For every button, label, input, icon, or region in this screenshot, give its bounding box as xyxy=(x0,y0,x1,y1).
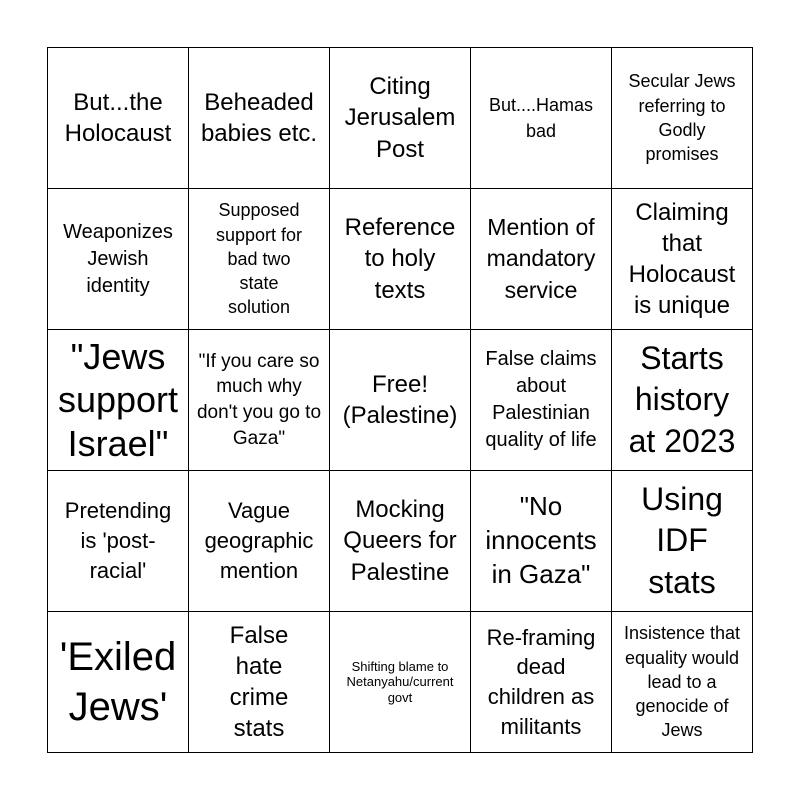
bingo-cell-r1c5[interactable] xyxy=(612,48,753,189)
bingo-board xyxy=(47,47,753,753)
bingo-cell-text: Citing Jerusalem Post xyxy=(344,73,456,163)
bingo-cell-text: Beheaded babies etc. xyxy=(200,88,318,147)
bingo-cell-r5c2[interactable] xyxy=(189,612,330,753)
bingo-cell-r4c3[interactable] xyxy=(330,471,471,612)
bingo-cell-r5c1[interactable] xyxy=(48,612,189,753)
bingo-cell-r3c5[interactable] xyxy=(612,330,753,471)
bingo-cell-text: But...the Holocaust xyxy=(64,88,172,147)
bingo-cell-text: "Jews support Israel" xyxy=(57,336,179,464)
bingo-cell-r4c2[interactable] xyxy=(189,471,330,612)
bingo-cell-r3c1[interactable] xyxy=(48,330,189,471)
bingo-cell-r4c5[interactable] xyxy=(612,471,753,612)
bingo-cell-text: Supposed support for bad two state solution xyxy=(215,200,303,318)
bingo-cell-r5c4[interactable] xyxy=(471,612,612,753)
bingo-cell-r1c4[interactable] xyxy=(471,48,612,189)
bingo-cell-text: Insistence that equality would lead to a genocide of Jews xyxy=(623,623,741,741)
bingo-cell-text: False hate crime stats xyxy=(229,621,289,743)
bingo-cell-text: Vague geographic mention xyxy=(204,498,314,583)
bingo-cell-r3c2[interactable] xyxy=(189,330,330,471)
bingo-cell-r5c5[interactable] xyxy=(612,612,753,753)
bingo-cell-r4c1[interactable] xyxy=(48,471,189,612)
bingo-cell-r2c4[interactable] xyxy=(471,189,612,330)
bingo-cell-text: "If you care so much why don't you go to Gaza" xyxy=(196,350,322,449)
bingo-cell-r3c4[interactable] xyxy=(471,330,612,471)
bingo-cell-text: Reference to holy texts xyxy=(344,214,456,304)
bingo-cell-text: False claims about Palestinian quality of life xyxy=(485,348,597,451)
bingo-cell-text: Shifting blame to Netanyahu/current govt xyxy=(346,658,454,705)
bingo-cell-text: 'Exiled Jews' xyxy=(59,635,177,729)
bingo-cell-text: Using IDF stats xyxy=(641,480,723,600)
bingo-cell-text: Mocking Queers for Palestine xyxy=(343,496,457,586)
bingo-cell-text: Claiming that Holocaust is unique xyxy=(628,198,736,320)
bingo-cell-r3c3[interactable] xyxy=(330,330,471,471)
bingo-cell-r2c2[interactable] xyxy=(189,189,330,330)
bingo-cell-r1c3[interactable] xyxy=(330,48,471,189)
bingo-cell-r1c1[interactable] xyxy=(48,48,189,189)
bingo-cell-text: Pretending is 'post-racial' xyxy=(64,498,172,583)
bingo-cell-text: Re-framing dead children as militants xyxy=(486,624,596,739)
bingo-cell-r5c3[interactable] xyxy=(330,612,471,753)
bingo-cell-r2c5[interactable] xyxy=(612,189,753,330)
bingo-cell-text: "No innocents in Gaza" xyxy=(485,491,597,589)
bingo-cell-text: But....Hamas bad xyxy=(488,94,594,141)
bingo-cell-text: Secular Jews referring to Godly promises xyxy=(628,71,736,165)
bingo-cell-text: Starts history at 2023 xyxy=(628,339,736,459)
bingo-cell-text: Mention of mandatory service xyxy=(486,214,596,303)
bingo-cell-r4c4[interactable] xyxy=(471,471,612,612)
bingo-cell-r1c2[interactable] xyxy=(189,48,330,189)
bingo-cell-text: Weaponizes Jewish identity xyxy=(63,220,173,297)
bingo-cell-r2c1[interactable] xyxy=(48,189,189,330)
bingo-cell-text: Free! (Palestine) xyxy=(342,370,458,429)
bingo-cell-r2c3[interactable] xyxy=(330,189,471,330)
